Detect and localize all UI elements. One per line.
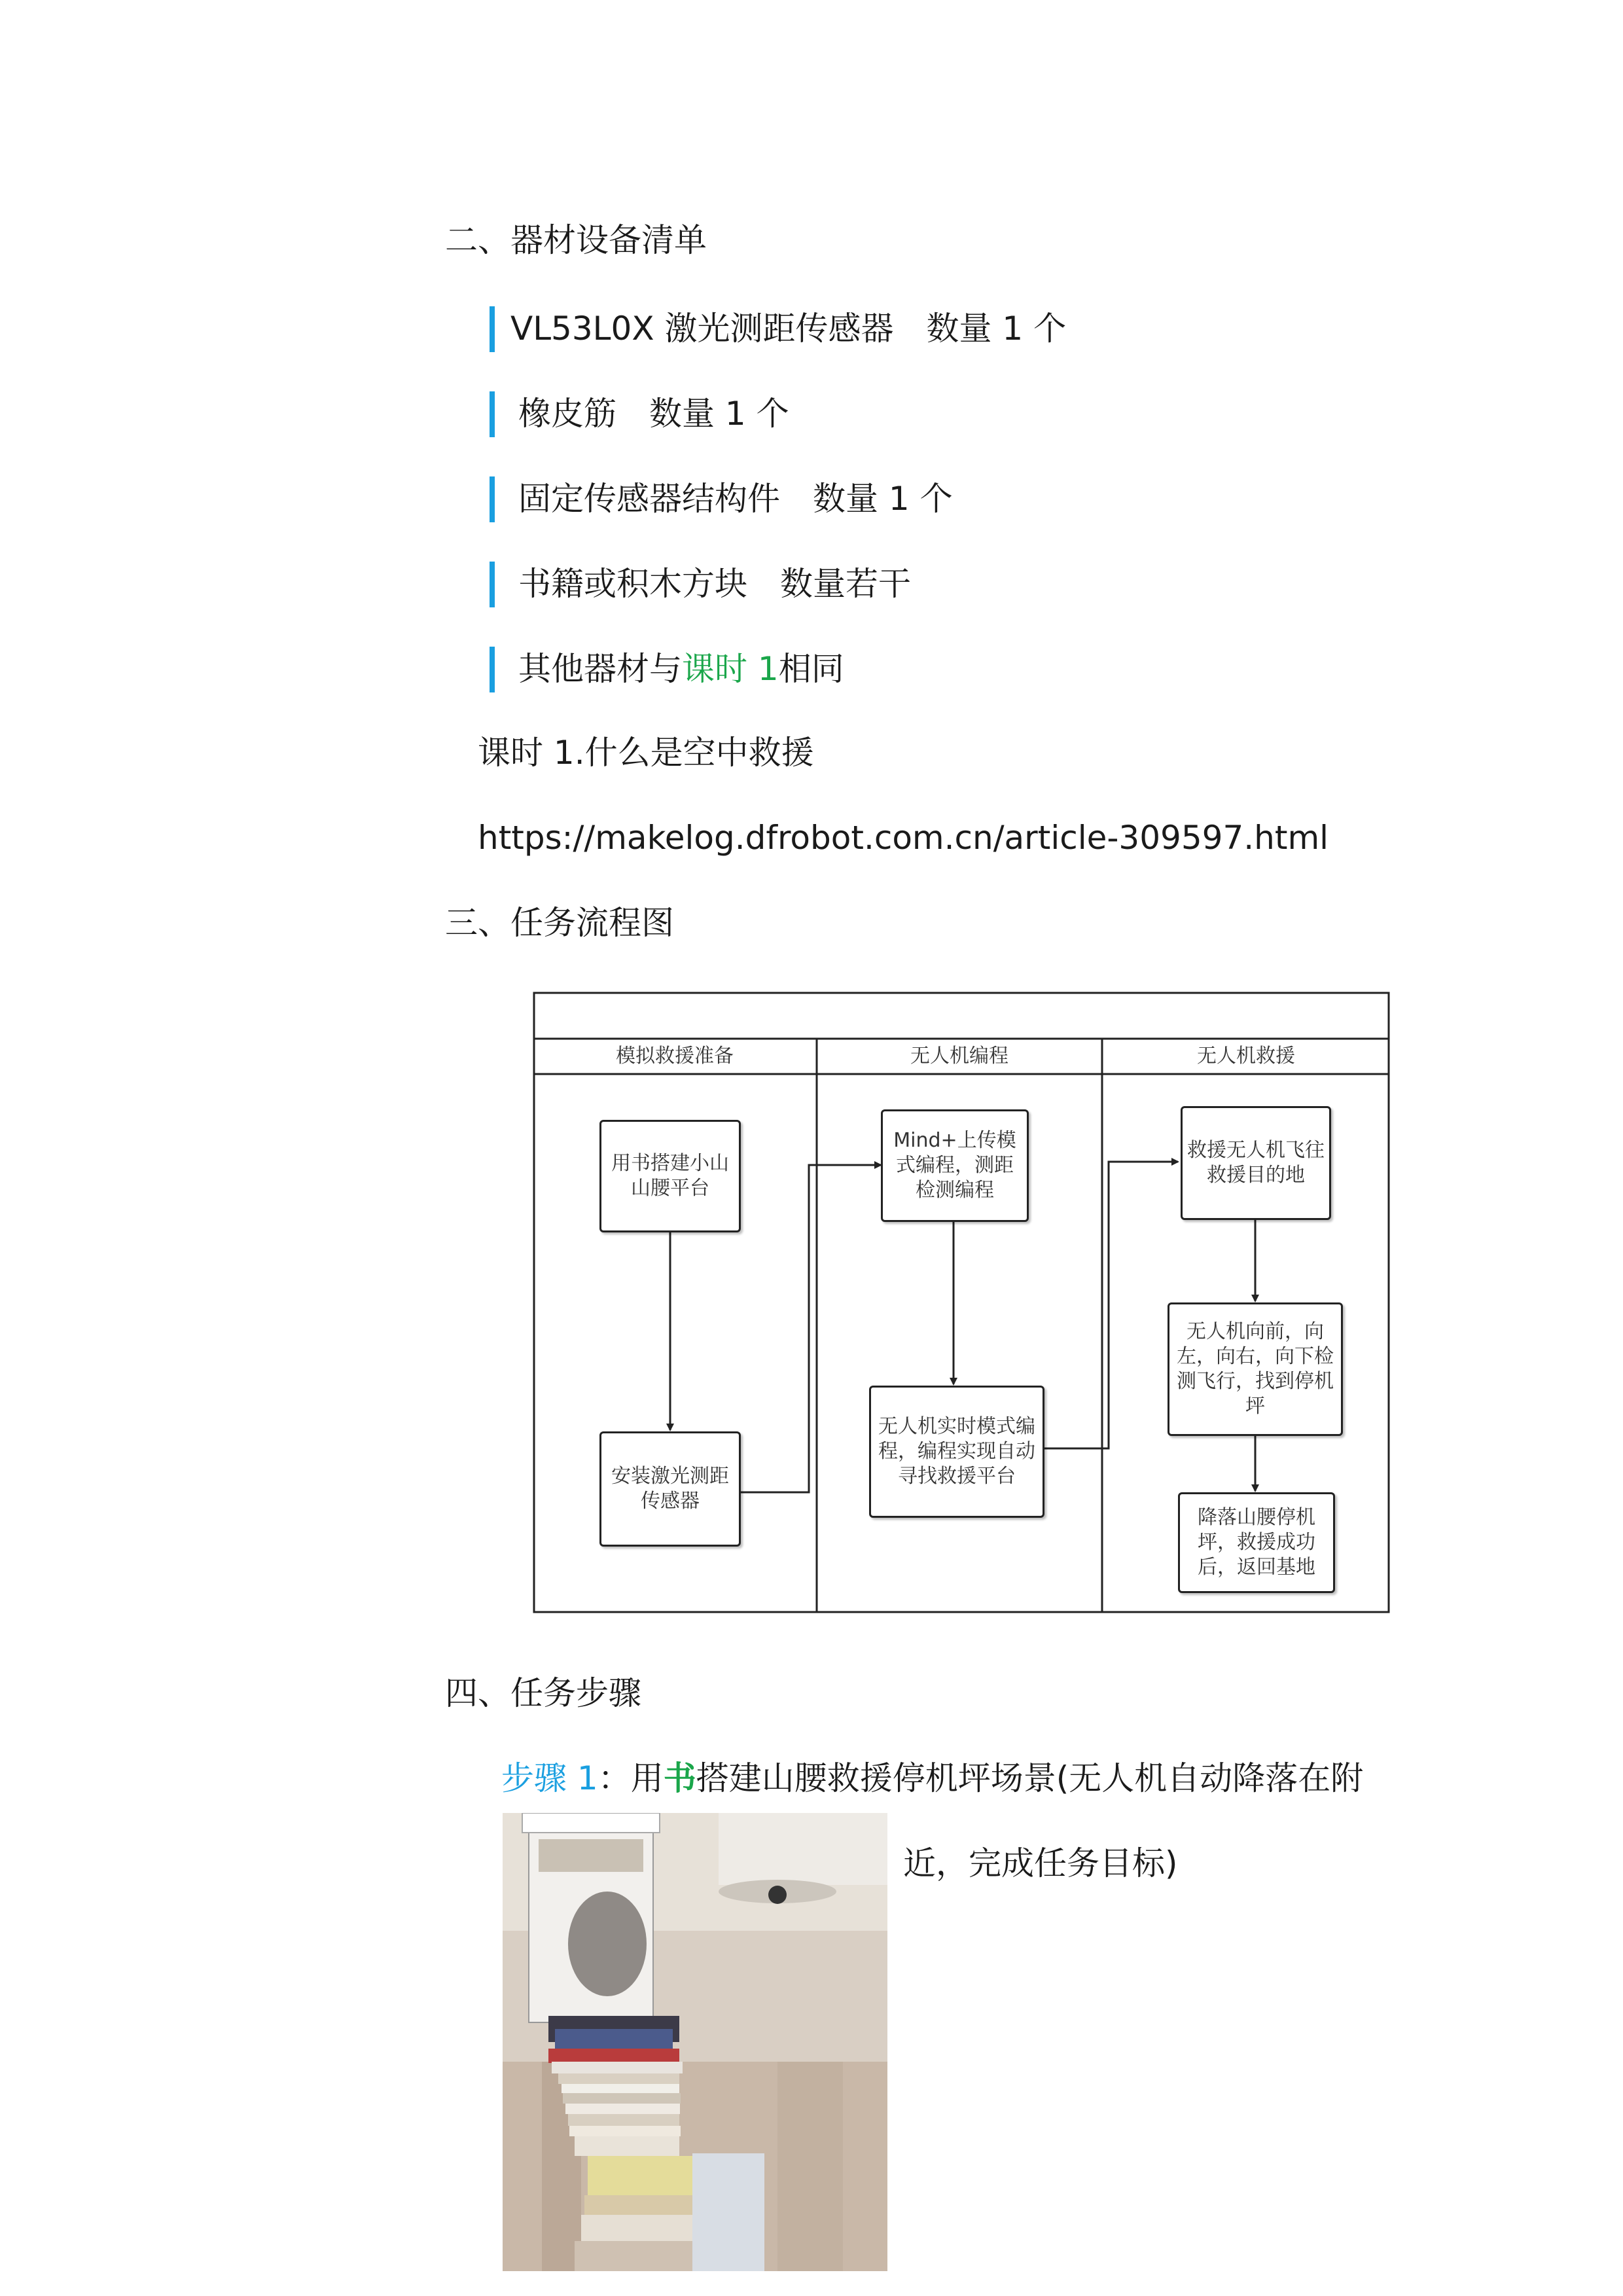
equipment-item: 书籍或积木方块 数量若干 <box>518 565 911 603</box>
equipment-item: 固定传感器结构件 数量 1 个 <box>518 480 953 518</box>
equipment-item-other <box>518 648 844 690</box>
step-1-line-1 <box>501 1757 1363 1799</box>
book-stack-image <box>503 1813 887 2271</box>
equipment-item: 橡皮筋 数量 1 个 <box>518 395 789 433</box>
flow-step: 无人机实时模式编程，编程实现自动寻找救援平台 <box>869 1386 1044 1518</box>
other-suffix: 相同 <box>778 650 844 688</box>
step-1-line-2: 近，完成任务目标) <box>903 1844 1178 1882</box>
flow-step: 安装激光测距传感器 <box>599 1431 741 1547</box>
step-colon: ：用 <box>597 1759 664 1797</box>
flow-step: 无人机向前，向左，向右，向下检测飞行，找到停机坪 <box>1168 1302 1343 1436</box>
list-bar <box>490 306 495 352</box>
flow-step: Mind+上传模式编程，测距检测编程 <box>881 1109 1029 1222</box>
list-bar <box>490 647 495 692</box>
lane-title: 模拟救援准备 <box>616 1045 734 1067</box>
lesson-url[interactable]: https://makelog.dfrobot.com.cn/article-309597.html <box>478 819 1329 857</box>
lane-title: 无人机编程 <box>910 1045 1008 1067</box>
step-text: 搭建山腰救援停机坪场景(无人机自动降落在附 <box>696 1759 1364 1797</box>
equipment-item: VL53L0X 激光测距传感器 数量 1 个 <box>510 310 1067 348</box>
lesson-reference: 课时 1.什么是空中救援 <box>478 734 814 772</box>
flow-step: 用书搭建小山山腰平台 <box>599 1120 741 1232</box>
section-heading-flowchart: 三、任务流程图 <box>445 904 674 942</box>
list-bar <box>490 391 495 437</box>
lesson-link[interactable]: 课时 1 <box>682 650 779 688</box>
task-flowchart <box>533 992 1390 1613</box>
list-bar <box>490 476 495 522</box>
step-label: 步骤 1 <box>501 1759 598 1797</box>
flow-step: 救援无人机飞往救援目的地 <box>1181 1106 1331 1220</box>
section-heading-equipment: 二、器材设备清单 <box>445 221 707 259</box>
list-bar <box>490 562 495 607</box>
book-stack-photo <box>503 1813 887 2271</box>
lane-title: 无人机救援 <box>1197 1045 1295 1067</box>
other-prefix: 其他器材与 <box>518 650 682 688</box>
arrow <box>1041 1162 1178 1448</box>
flow-step: 降落山腰停机坪，救援成功后，返回基地 <box>1178 1492 1335 1593</box>
arrow <box>737 1165 881 1492</box>
step-keyword: 书 <box>663 1759 696 1797</box>
section-heading-steps: 四、任务步骤 <box>445 1674 641 1712</box>
